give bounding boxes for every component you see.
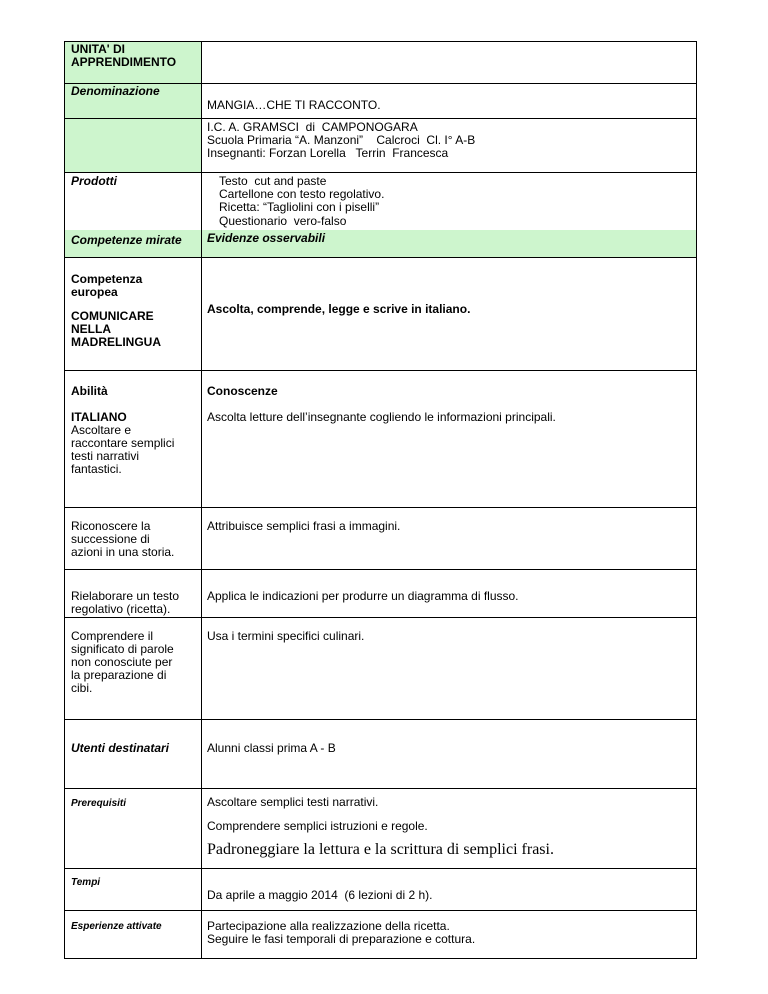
tempi-value: Da aprile a maggio 2014 (6 lezioni di 2 h). [207, 888, 433, 902]
comprendere-line: la preparazione di [71, 668, 167, 682]
denominazione-label: Denominazione [71, 84, 160, 98]
row-divider [64, 719, 697, 720]
evidenze-label: Evidenze osservabili [207, 231, 326, 245]
comprendere-line: Comprendere il [71, 629, 154, 643]
comprendere-line: cibi. [71, 681, 93, 695]
utenti-value: Alunni classi prima A - B [207, 741, 336, 755]
row-divider [64, 617, 697, 618]
prodotti-label: Prodotti [71, 174, 117, 188]
school-line: I.C. A. GRAMSCI di CAMPONOGARA [207, 120, 418, 134]
competenza-europea-label: Competenza [71, 272, 143, 286]
italiano-line: Ascoltare e [71, 423, 132, 437]
row-divider [64, 172, 697, 173]
unita-label-line2: APPRENDIMENTO [71, 55, 177, 69]
row-divider [64, 788, 697, 789]
row-divider [64, 370, 697, 371]
competenza-name: NELLA [71, 322, 111, 336]
italiano-conoscenza: Ascolta letture dell’insegnante cogliendo le informazioni principali. [207, 410, 556, 424]
italiano-title: ITALIANO [71, 410, 127, 424]
prodotti-item: Questionario vero-falso [219, 214, 347, 228]
competenze-label: Competenze mirate [71, 233, 182, 247]
successione-line: successione di [71, 532, 150, 546]
competenza-europea-label: europea [71, 285, 118, 299]
prodotti-item: Ricetta: “Tagliolini con i piselli” [219, 200, 380, 214]
italiano-line: raccontare semplici [71, 436, 175, 450]
row-divider [64, 507, 697, 508]
successione-line: azioni in una storia. [71, 545, 175, 559]
successione-line: Riconoscere la [71, 519, 151, 533]
row-divider [64, 257, 697, 258]
prodotti-item: Testo cut and paste [219, 174, 327, 188]
row-divider [64, 118, 697, 119]
prerequisiti-item: Ascoltare semplici testi narrativi. [207, 795, 379, 809]
school-line: Scuola Primaria “A. Manzoni” Calcroci Cl. I° A-B [207, 133, 476, 147]
rielaborare-conoscenza: Applica le indicazioni per produrre un diagramma di flusso. [207, 589, 519, 603]
unita-label-line1: UNITA' DI [71, 42, 125, 56]
denominazione-value: MANGIA…CHE TI RACCONTO. [207, 98, 381, 112]
school-line: Insegnanti: Forzan Lorella Terrin Francesca [207, 146, 449, 160]
conoscenze-header: Conoscenze [207, 384, 278, 398]
esperienze-item: Partecipazione alla realizzazione della ricetta. [207, 919, 450, 933]
prerequisiti-item: Comprendere semplici istruzioni e regole. [207, 819, 428, 833]
rielaborare-line: regolativo (ricetta). [71, 602, 171, 616]
rielaborare-line: Rielaborare un testo [71, 589, 180, 603]
esperienze-item: Seguire le fasi temporali di preparazione e cottura. [207, 932, 476, 946]
competenza-name: COMUNICARE [71, 309, 154, 323]
comprendere-conoscenza: Usa i termini specifici culinari. [207, 629, 365, 643]
esperienze-label: Esperienze attivate [71, 921, 162, 932]
row-divider [64, 910, 697, 911]
italiano-line: testi narrativi [71, 449, 140, 463]
abilita-header: Abilità [71, 384, 108, 398]
row-divider [64, 868, 697, 869]
italiano-line: fantastici. [71, 462, 122, 476]
competenza-evidenza: Ascolta, comprende, legge e scrive in italiano. [207, 302, 471, 316]
prerequisiti-label: Prerequisiti [71, 798, 127, 809]
prodotti-item: Cartellone con testo regolativo. [219, 187, 385, 201]
column-divider [201, 41, 202, 959]
utenti-label: Utenti destinatari [71, 741, 170, 755]
row-divider [64, 569, 697, 570]
prerequisiti-item: Padroneggiare la lettura e la scrittura di semplici frasi. [207, 841, 554, 858]
competenza-name: MADRELINGUA [71, 335, 161, 349]
comprendere-line: non conosciute per [71, 655, 173, 669]
tempi-label: Tempi [71, 877, 101, 888]
successione-conoscenza: Attribuisce semplici frasi a immagini. [207, 519, 401, 533]
comprendere-line: significato di parole [71, 642, 174, 656]
